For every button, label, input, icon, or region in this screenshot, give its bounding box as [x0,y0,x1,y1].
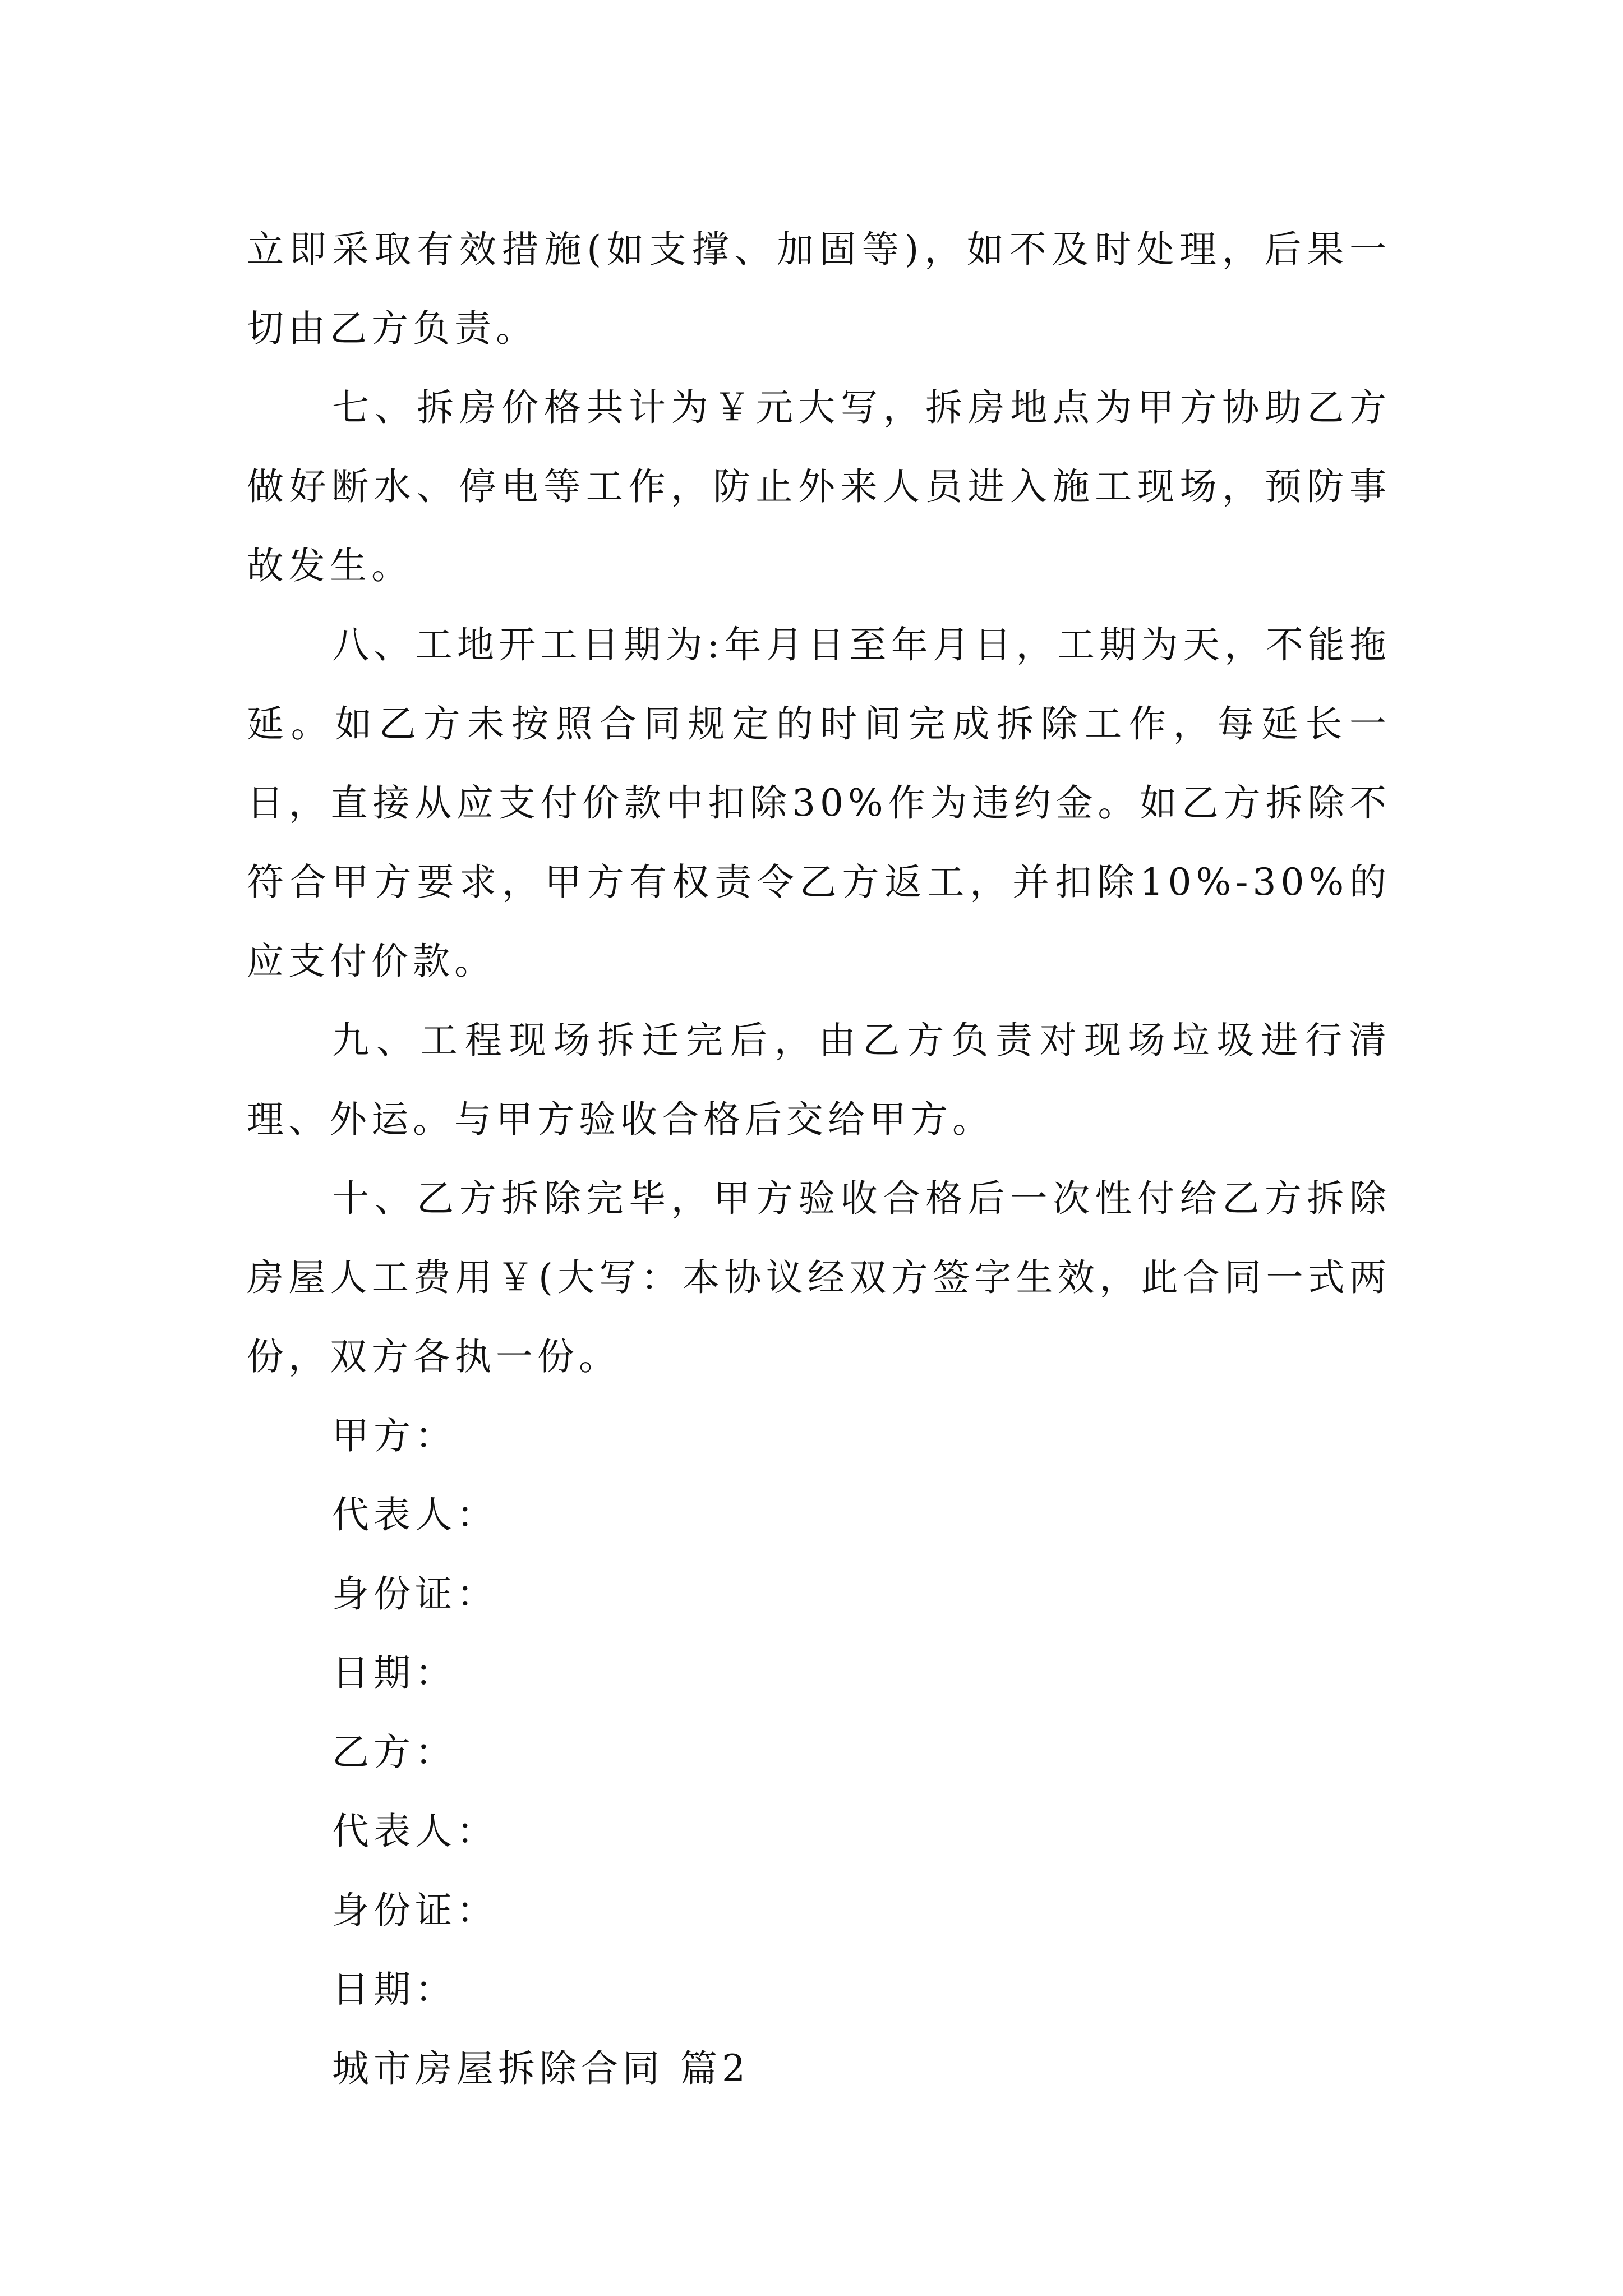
paragraph-clause-8: 八、工地开工日期为:年月日至年月日，工期为天，不能拖延。如乙方未按照合同规定的时间完成拆除工作，每延长一日，直接从应支付价款中扣除30%作为违约金。如乙方拆除不符合甲方要求，甲方有权责令乙方返工，并扣除10%-30%的应支付价款。 [247,623,1391,983]
party-b-date-label: 日期： [332,1968,457,2011]
party-b-label: 乙方： [332,1731,457,1774]
paragraph-clause-9: 九、工程现场拆迁完后，由乙方负责对现场垃圾进行清理、外运。与甲方验收合格后交给甲方。 [247,1019,1391,1141]
party-b-id-label: 身份证： [332,1889,498,1932]
party-a-date-label: 日期： [332,1651,457,1695]
party-a-representative-label: 代表人： [332,1493,498,1536]
party-a-id-label: 身份证： [332,1572,498,1616]
next-section-title: 城市房屋拆除合同 篇2 [332,2047,750,2090]
contract-body [247,210,1391,2108]
party-b-representative-label: 代表人： [332,1810,498,1853]
signature-block [247,1396,1391,2029]
paragraph-clause-7: 七、拆房价格共计为￥元大写，拆房地点为甲方协助乙方做好断水、停电等工作，防止外来人员进入施工现场，预防事故发生。 [247,386,1391,587]
paragraph-clause-10: 十、乙方拆除完毕，甲方验收合格后一次性付给乙方拆除房屋人工费用￥(大写：本协议经双方签字生效，此合同一式两份，双方各执一份。 [247,1177,1391,1378]
party-a-label: 甲方： [332,1414,457,1457]
paragraph-continuation: 立即采取有效措施(如支撑、加固等)，如不及时处理，后果一切由乙方负责。 [247,228,1391,350]
